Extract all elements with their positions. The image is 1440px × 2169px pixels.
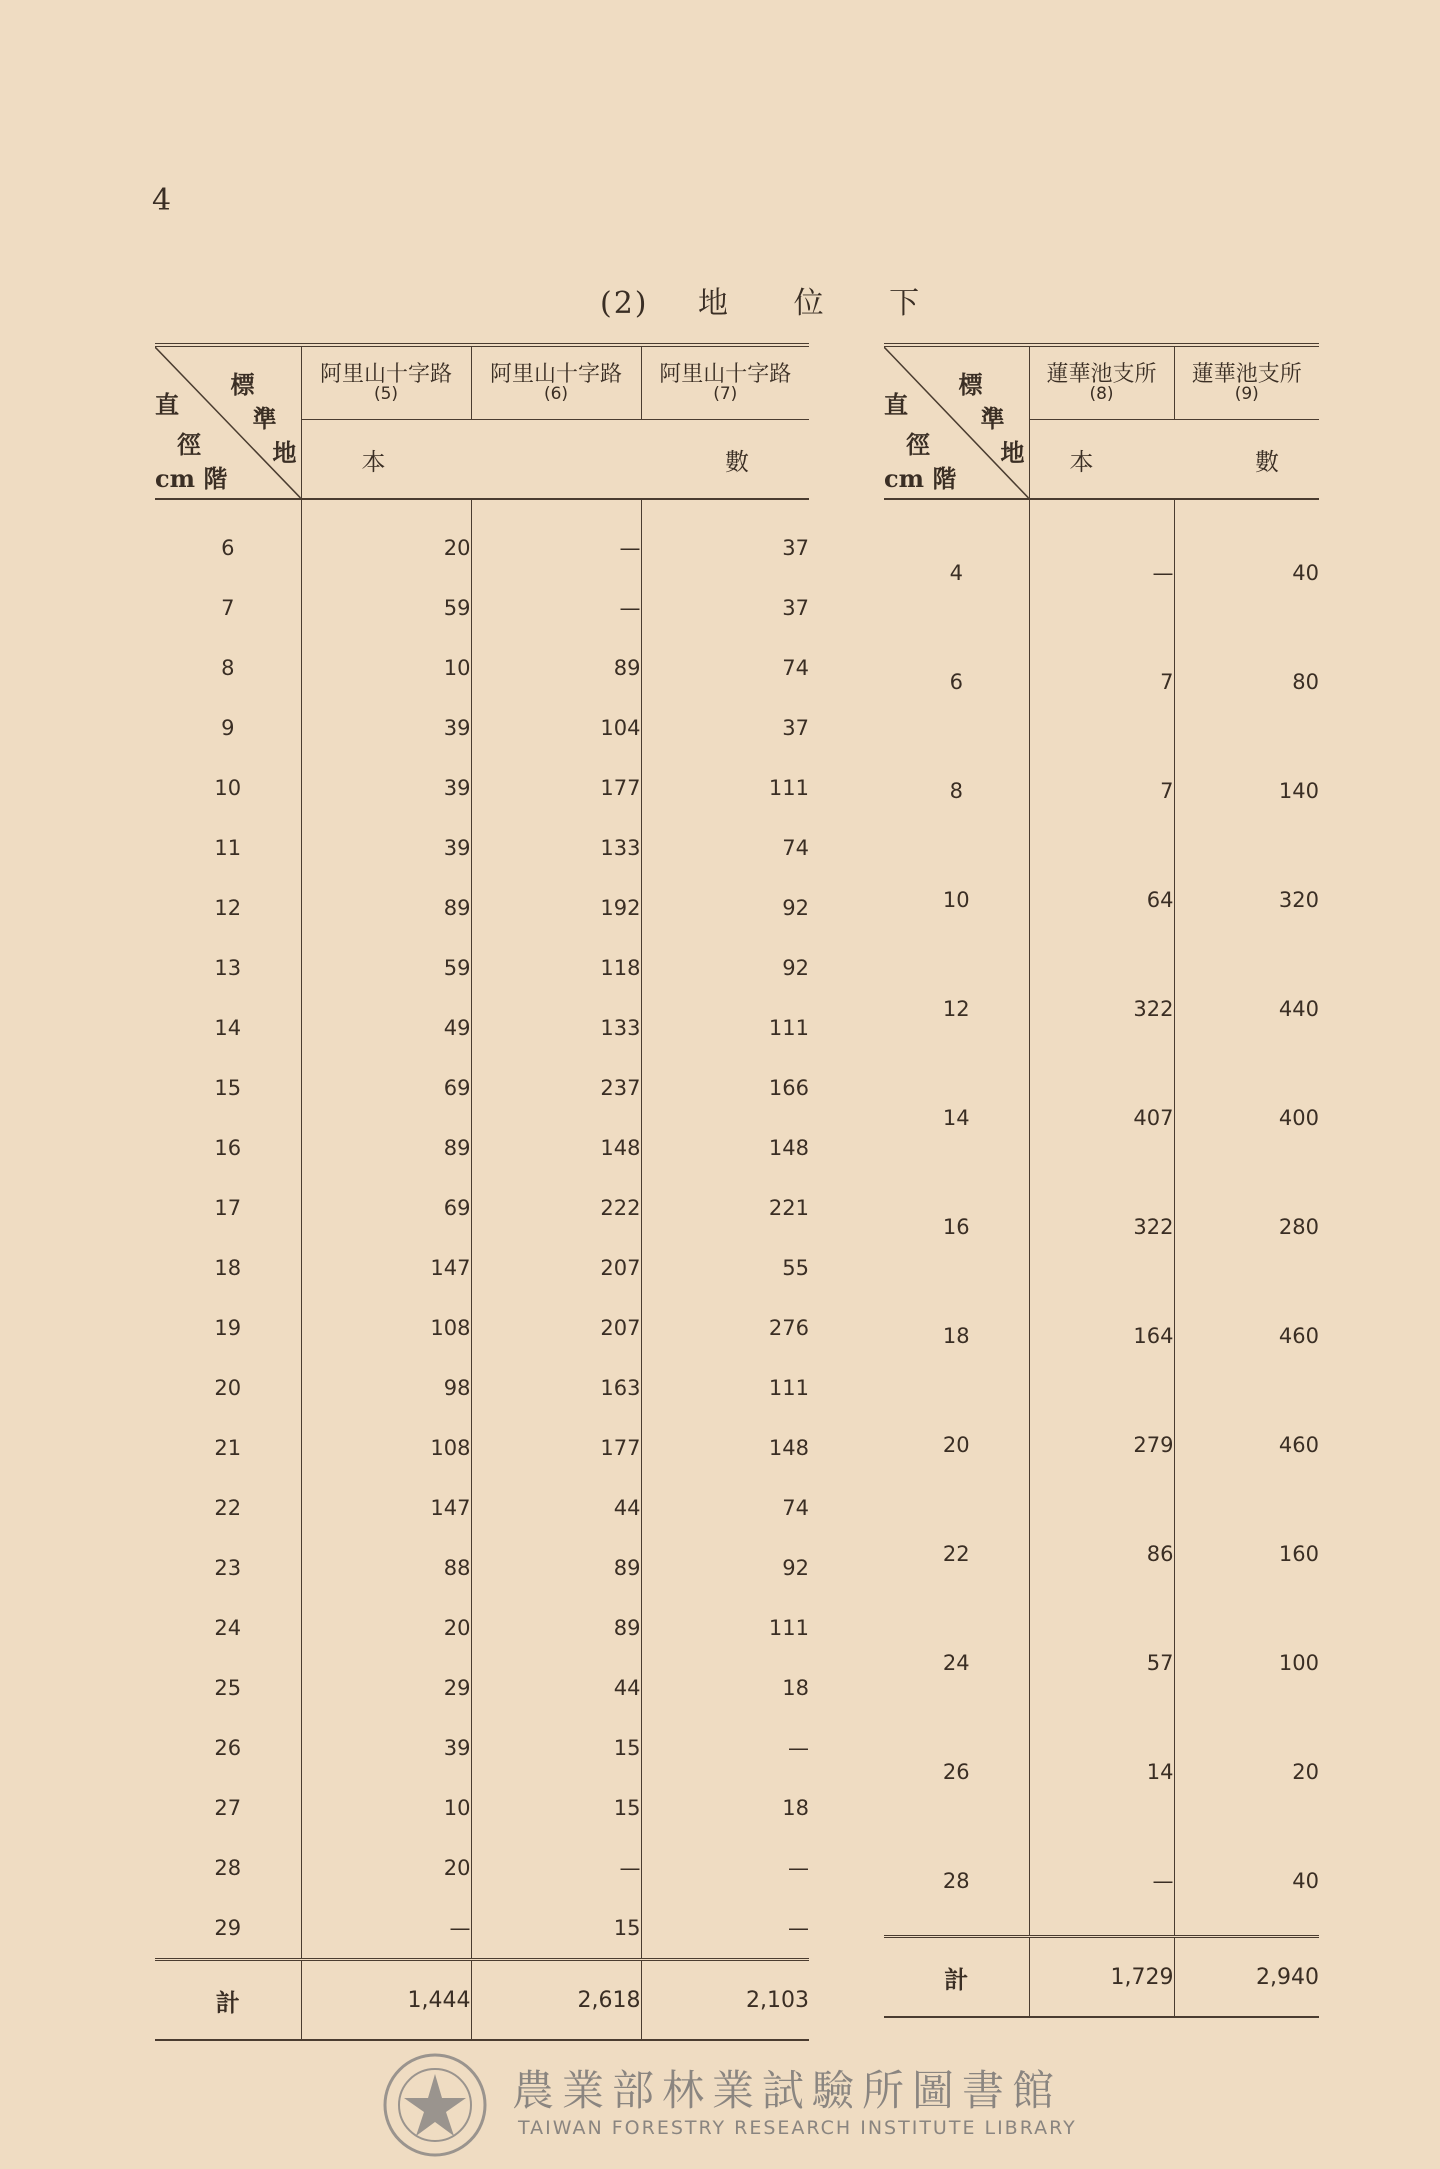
unit-ben: 本	[1069, 447, 1094, 476]
diameter-class: 6	[221, 536, 235, 560]
table-row	[155, 998, 809, 1058]
diameter-class: 8	[221, 656, 235, 680]
tree-count: 207	[471, 1298, 641, 1358]
diameter-class: 21	[214, 1436, 242, 1460]
table-row	[155, 1418, 809, 1478]
tree-count: 39	[301, 698, 471, 758]
table-row	[884, 1826, 1319, 1937]
diameter-class: 28	[214, 1856, 242, 1880]
tree-count: 111	[641, 1358, 809, 1418]
total-value: 1,444	[301, 1960, 471, 2041]
tree-count: 49	[301, 998, 471, 1058]
table-row	[155, 1718, 809, 1778]
tree-count: 276	[641, 1298, 809, 1358]
tree-count: 147	[301, 1478, 471, 1538]
diameter-class: 29	[214, 1916, 242, 1940]
tree-count: 133	[471, 818, 641, 878]
tree-count: 15	[471, 1898, 641, 1960]
table-row	[155, 1898, 809, 1960]
total-label: 計	[155, 1960, 301, 2041]
total-value: 1,729	[1029, 1937, 1174, 2018]
tree-count: 88	[301, 1538, 471, 1598]
diameter-class: 16	[942, 1214, 970, 1239]
tree-count: 111	[641, 1598, 809, 1658]
table-row	[155, 1358, 809, 1418]
tree-count: 80	[1174, 627, 1319, 736]
tree-count: 29	[301, 1658, 471, 1718]
tree-count: 322	[1029, 1172, 1174, 1281]
tree-count: 39	[301, 758, 471, 818]
tree-count: —	[1029, 1826, 1174, 1937]
tree-count: 280	[1174, 1172, 1319, 1281]
tree-count: 148	[641, 1418, 809, 1478]
diameter-class: 22	[942, 1541, 970, 1566]
tree-count: 92	[641, 1538, 809, 1598]
corner-label-zhun: 準	[252, 404, 277, 433]
table-row	[155, 1058, 809, 1118]
tree-count: 98	[301, 1358, 471, 1418]
tree-count: 207	[471, 1238, 641, 1298]
tree-count: —	[641, 1718, 809, 1778]
tree-count: 14	[1029, 1717, 1174, 1826]
tree-count: 163	[471, 1358, 641, 1418]
tree-count: 89	[471, 1598, 641, 1658]
tree-count: —	[641, 1898, 809, 1960]
tree-count: 64	[1029, 845, 1174, 954]
table-row	[155, 578, 809, 638]
tree-count: 108	[301, 1418, 471, 1478]
tree-count: 100	[1174, 1608, 1319, 1717]
diameter-class: 20	[942, 1432, 970, 1457]
tree-count: 111	[641, 758, 809, 818]
diameter-class: 8	[949, 778, 963, 803]
diameter-class: 19	[214, 1316, 242, 1340]
tree-count: 15	[471, 1778, 641, 1838]
diameter-class: 13	[214, 956, 242, 980]
tree-count: 18	[641, 1778, 809, 1838]
tree-count: 89	[471, 1538, 641, 1598]
diameter-class: 11	[214, 836, 242, 860]
tree-count: 15	[471, 1718, 641, 1778]
right-table-body	[884, 499, 1319, 1937]
diameter-class: 14	[214, 1016, 242, 1040]
diameter-class: 14	[942, 1105, 970, 1130]
tree-count: 133	[471, 998, 641, 1058]
tree-count: 7	[1029, 627, 1174, 736]
tree-count: 59	[301, 578, 471, 638]
diameter-class: 18	[214, 1256, 242, 1280]
tree-count: 20	[301, 1598, 471, 1658]
table-row	[884, 1390, 1319, 1499]
library-name-english: TAIWAN FORESTRY RESEARCH INSTITUTE LIBRARY	[518, 2117, 1077, 2139]
tree-count: 59	[301, 938, 471, 998]
tree-count: 74	[641, 818, 809, 878]
corner-label-zhi: 直	[155, 390, 179, 419]
total-value: 2,618	[471, 1960, 641, 2041]
unit-shu: 數	[725, 447, 749, 476]
right-table	[884, 343, 1319, 2018]
table-row	[155, 1178, 809, 1238]
diameter-class: 17	[214, 1196, 242, 1220]
diameter-class: 7	[221, 596, 235, 620]
diameter-class: 27	[214, 1796, 242, 1820]
tree-count: 20	[301, 499, 471, 578]
diameter-class: 26	[214, 1736, 242, 1760]
tree-count: 177	[471, 758, 641, 818]
unit-header	[1029, 420, 1319, 500]
tree-count: 44	[471, 1478, 641, 1538]
tree-count: 320	[1174, 845, 1319, 954]
diameter-class: 10	[942, 887, 970, 912]
table-row	[884, 845, 1319, 954]
tree-count: 322	[1029, 954, 1174, 1063]
tree-count: 20	[1174, 1717, 1319, 1826]
table-row	[884, 1063, 1319, 1172]
diameter-class: 12	[942, 996, 970, 1021]
diameter-class: 10	[214, 776, 242, 800]
diameter-class: 16	[214, 1136, 242, 1160]
tree-count: 89	[301, 878, 471, 938]
corner-label-biao: 標	[958, 370, 983, 399]
table-row	[884, 954, 1319, 1063]
tree-count: —	[641, 1838, 809, 1898]
site-header: 阿里山十字路 (5)	[301, 345, 471, 420]
tree-count: 37	[641, 578, 809, 638]
table-row	[884, 1172, 1319, 1281]
site-header: 蓮華池支所 (8)	[1029, 345, 1174, 420]
table-row	[155, 1598, 809, 1658]
corner-label-cm: cm 階	[155, 464, 228, 493]
left-table	[155, 343, 809, 2041]
table-row	[884, 1717, 1319, 1826]
tree-count: 18	[641, 1658, 809, 1718]
diameter-class: 4	[949, 560, 963, 585]
corner-label-jing: 徑	[177, 430, 201, 459]
tree-count: 39	[301, 1718, 471, 1778]
diameter-class: 6	[949, 669, 963, 694]
table-row	[155, 1778, 809, 1838]
table-row	[155, 1658, 809, 1718]
diameter-class: 20	[214, 1376, 242, 1400]
tree-count: 148	[471, 1118, 641, 1178]
tree-count: 460	[1174, 1281, 1319, 1390]
tree-count: 39	[301, 818, 471, 878]
diameter-class: 24	[942, 1650, 970, 1675]
section-number: (2)	[600, 286, 649, 321]
tree-count: 37	[641, 698, 809, 758]
tree-count: 148	[641, 1118, 809, 1178]
corner-label-biao: 標	[230, 370, 255, 399]
tree-count: 37	[641, 499, 809, 578]
site-header: 阿里山十字路 (7)	[641, 345, 809, 420]
total-value: 2,940	[1174, 1937, 1319, 2018]
total-value: 2,103	[641, 1960, 809, 2041]
tree-count: 10	[301, 638, 471, 698]
tree-count: 92	[641, 938, 809, 998]
tree-count: 69	[301, 1058, 471, 1118]
diameter-class: 23	[214, 1556, 242, 1580]
diameter-class: 12	[214, 896, 242, 920]
table-row	[884, 627, 1319, 736]
tree-count: —	[471, 578, 641, 638]
diameter-class: 28	[942, 1868, 970, 1893]
table-row	[155, 1238, 809, 1298]
table-row	[155, 499, 809, 578]
table-row	[884, 499, 1319, 627]
tree-count: 460	[1174, 1390, 1319, 1499]
table-row	[155, 758, 809, 818]
table-row	[155, 818, 809, 878]
tree-count: 40	[1174, 499, 1319, 627]
corner-label-di: 地	[1000, 438, 1025, 467]
section-char-1: 地	[698, 286, 731, 321]
table-row	[155, 698, 809, 758]
unit-header	[301, 420, 809, 500]
page-number: 4	[152, 183, 172, 218]
diameter-class: 24	[214, 1616, 242, 1640]
tree-count: 40	[1174, 1826, 1319, 1937]
tree-count: 140	[1174, 736, 1319, 845]
tree-count: 237	[471, 1058, 641, 1118]
tree-count: 108	[301, 1298, 471, 1358]
tree-count: 57	[1029, 1608, 1174, 1717]
table-row	[884, 1499, 1319, 1608]
total-row	[884, 1937, 1319, 2018]
tree-count: 221	[641, 1178, 809, 1238]
tree-count: —	[471, 1838, 641, 1898]
tree-count: 74	[641, 1478, 809, 1538]
diameter-class: 26	[942, 1759, 970, 1784]
tree-count: 92	[641, 878, 809, 938]
total-label: 計	[884, 1937, 1029, 2018]
tree-count: 10	[301, 1778, 471, 1838]
table-row	[884, 1608, 1319, 1717]
corner-label-cm: cm 階	[884, 464, 957, 493]
table-row	[155, 638, 809, 698]
table-corner-header	[155, 345, 301, 499]
diameter-class: 22	[214, 1496, 242, 1520]
tree-count: 222	[471, 1178, 641, 1238]
tree-count: 177	[471, 1418, 641, 1478]
unit-ben: 本	[361, 447, 386, 476]
tree-count: 166	[641, 1058, 809, 1118]
tree-count: 407	[1029, 1063, 1174, 1172]
tree-count: 400	[1174, 1063, 1319, 1172]
table-row	[155, 1538, 809, 1598]
corner-label-jing: 徑	[906, 430, 930, 459]
tree-count: —	[301, 1898, 471, 1960]
diameter-class: 9	[221, 716, 235, 740]
tree-count: —	[1029, 499, 1174, 627]
table-row	[155, 1478, 809, 1538]
tree-count: —	[471, 499, 641, 578]
table-corner-header	[884, 345, 1029, 499]
site-header: 阿里山十字路 (6)	[471, 345, 641, 420]
site-header: 蓮華池支所 (9)	[1174, 345, 1319, 420]
section-title	[600, 278, 921, 322]
section-char-3: 下	[889, 286, 922, 321]
diameter-class: 25	[214, 1676, 242, 1700]
tree-count: 7	[1029, 736, 1174, 845]
tree-count: 89	[471, 638, 641, 698]
tree-count: 86	[1029, 1499, 1174, 1608]
tree-count: 440	[1174, 954, 1319, 1063]
tree-count: 55	[641, 1238, 809, 1298]
table-row	[155, 938, 809, 998]
table-row	[155, 1838, 809, 1898]
table-row	[155, 878, 809, 938]
total-row	[155, 1960, 809, 2041]
tree-count: 164	[1029, 1281, 1174, 1390]
tree-count: 69	[301, 1178, 471, 1238]
unit-shu: 數	[1255, 447, 1279, 476]
diameter-class: 18	[942, 1323, 970, 1348]
library-name-chinese: 農業部林業試驗所圖書館	[512, 2066, 1063, 2115]
left-table-body	[155, 499, 809, 1960]
corner-label-di: 地	[272, 438, 297, 467]
section-char-2: 位	[793, 286, 826, 321]
tree-count: 279	[1029, 1390, 1174, 1499]
tree-count: 44	[471, 1658, 641, 1718]
tree-count: 111	[641, 998, 809, 1058]
corner-label-zhun: 準	[980, 404, 1005, 433]
tree-count: 104	[471, 698, 641, 758]
table-row	[155, 1298, 809, 1358]
tree-count: 20	[301, 1838, 471, 1898]
table-row	[884, 1281, 1319, 1390]
corner-label-zhi: 直	[884, 390, 908, 419]
library-seal-icon	[380, 2050, 490, 2160]
tree-count: 147	[301, 1238, 471, 1298]
tree-count: 74	[641, 638, 809, 698]
table-row	[155, 1118, 809, 1178]
tree-count: 192	[471, 878, 641, 938]
tree-count: 118	[471, 938, 641, 998]
table-row	[884, 736, 1319, 845]
tree-count: 89	[301, 1118, 471, 1178]
tree-count: 160	[1174, 1499, 1319, 1608]
diameter-class: 15	[214, 1076, 242, 1100]
